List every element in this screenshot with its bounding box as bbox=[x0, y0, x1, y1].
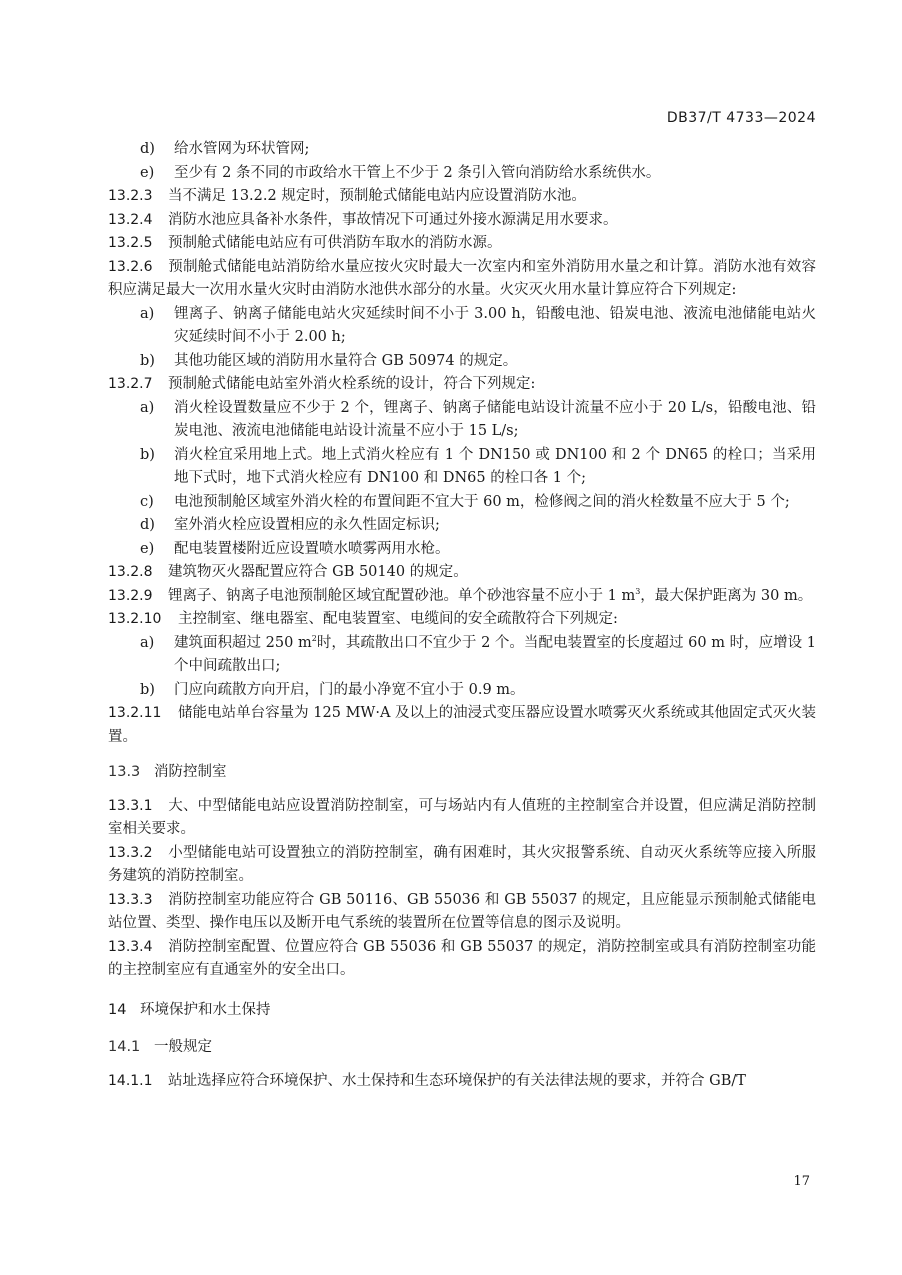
list-marker: e) bbox=[140, 164, 155, 181]
clause-number: 14.1.1 bbox=[108, 1072, 153, 1089]
clause-number: 13.2.9 bbox=[108, 587, 153, 604]
clause-number: 13.3.1 bbox=[108, 797, 153, 814]
list-item bbox=[108, 491, 816, 515]
list-item-text: 给水管网为环状管网; bbox=[174, 141, 310, 157]
clause-13-2-9 bbox=[108, 585, 816, 609]
list-item-text: 配电装置楼附近应设置喷水喷雾两用水枪。 bbox=[174, 540, 450, 557]
clause-number: 13.2.8 bbox=[108, 564, 153, 580]
list-item bbox=[108, 632, 816, 679]
clause-text: 建筑物灭火器配置应符合 GB 50140 的规定。 bbox=[168, 564, 468, 580]
clause-13-2-11 bbox=[108, 702, 816, 749]
list-item-text: 建筑面积超过 250 m bbox=[174, 634, 312, 651]
clause-number: 13.3.2 bbox=[108, 844, 153, 861]
clause-text: 大、中型储能电站应设置消防控制室，可与场站内有人值班的主控制室合并设置，但应满足消防控制室相关要求。 bbox=[108, 797, 816, 837]
clause-text: 储能电站单台容量为 125 MW·A 及以上的油浸式变压器应设置水喷雾灭火系统或其他固定式灭火装置。 bbox=[108, 705, 816, 745]
list-marker: a) bbox=[140, 305, 155, 322]
superscript: 3 bbox=[635, 586, 641, 596]
list-marker: a) bbox=[140, 399, 155, 416]
clause-text: 消防控制室功能应符合 GB 50116、GB 55036 和 GB 55037 的规定，且应能显示预制舱式储能电站位置、类型、操作电压以及断开电气系统的装置所在位置等信息的图示及说明。 bbox=[108, 891, 816, 931]
clause-text: 当不满足 13.2.2 规定时，预制舱式储能电站内应设置消防水池。 bbox=[168, 188, 586, 204]
list-item-text: 其他功能区域的消防用水量符合 GB 50974 的规定。 bbox=[174, 352, 518, 369]
section-title: 一般规定 bbox=[154, 1039, 212, 1055]
list-marker: d) bbox=[140, 141, 155, 157]
clause-text-cont: ，最大保护距离为 30 m。 bbox=[640, 587, 813, 604]
list-marker: b) bbox=[140, 681, 155, 698]
clause-text: 小型储能电站可设置独立的消防控制室，确有困难时，其火灾报警系统、自动灭火系统等应接入所服务建筑的消防控制室。 bbox=[108, 844, 816, 884]
clause-number: 13.3.4 bbox=[108, 938, 153, 955]
clause-text: 站址选择应符合环境保护、水土保持和生态环境保护的有关法律法规的要求，并符合 GB/T bbox=[168, 1072, 746, 1089]
list-item-text: 室外消火栓应设置相应的永久性固定标识; bbox=[174, 517, 440, 533]
chapter-number: 14 bbox=[108, 1001, 127, 1018]
section-title: 消防控制室 bbox=[154, 764, 227, 780]
list-marker: d) bbox=[140, 517, 155, 533]
clause-13-2-8 bbox=[108, 561, 816, 585]
section-number: 14.1 bbox=[108, 1039, 141, 1055]
clause-text: 预制舱式储能电站室外消火栓系统的设计，符合下列规定: bbox=[168, 376, 536, 392]
clause-text: 预制舱式储能电站消防给水量应按火灾时最大一次室内和室外消防用水量之和计算。消防水池有效容积应满足最大一次用水量火灾时由消防水池供水部分的水量。火灾灭火用水量计算应符合下列规定: bbox=[108, 258, 816, 298]
clause-number: 13.2.11 bbox=[108, 705, 162, 721]
list-item-text: 消火栓宜采用地上式。地上式消火栓应有 1 个 DN150 或 DN100 和 2 个 DN65 的栓口；当采用地下式时，地下式消火栓应有 DN100 和 DN65 的栓口各 1 个; bbox=[174, 446, 816, 486]
clause-number: 13.2.10 bbox=[108, 611, 162, 627]
clause-number: 13.2.6 bbox=[108, 258, 153, 275]
clause-13-2-10 bbox=[108, 608, 816, 632]
section-heading-13-3 bbox=[108, 761, 816, 785]
clause-text: 主控制室、继电器室、配电装置室、电缆间的安全疏散符合下列规定: bbox=[178, 611, 618, 627]
list-item bbox=[108, 514, 816, 538]
clause-13-2-7 bbox=[108, 373, 816, 397]
clause-number: 13.3.3 bbox=[108, 891, 153, 908]
document-body bbox=[108, 138, 816, 1093]
clause-text: 锂离子、钠离子电池预制舱区域宜配置砂池。单个砂池容量不应小于 1 m bbox=[168, 587, 636, 604]
clause-13-3-3 bbox=[108, 889, 816, 936]
clause-13-2-3 bbox=[108, 185, 816, 209]
clause-text: 消防水池应具备补水条件，事故情况下可通过外接水源满足用水要求。 bbox=[168, 211, 618, 228]
list-item bbox=[108, 444, 816, 491]
chapter-title: 环境保护和水土保持 bbox=[140, 1001, 271, 1018]
list-item-text: 电池预制舱区域室外消火栓的布置间距不宜大于 60 m，检修阀之间的消火栓数量不应大于 5 个; bbox=[174, 493, 790, 510]
list-item bbox=[108, 397, 816, 444]
list-item bbox=[108, 138, 816, 162]
clause-13-3-1 bbox=[108, 795, 816, 842]
clause-number: 13.2.7 bbox=[108, 376, 153, 392]
list-marker: b) bbox=[140, 446, 155, 463]
clause-13-2-5 bbox=[108, 232, 816, 256]
clause-14-1-1 bbox=[108, 1070, 816, 1094]
list-item-text-cont: 时，其疏散出口不宜少于 2 个。当配电装置室的长度超过 60 m 时，应增设 1 个中间疏散出口; bbox=[174, 634, 816, 674]
clause-13-2-6 bbox=[108, 256, 816, 303]
list-marker: e) bbox=[140, 540, 155, 557]
section-heading-14-1 bbox=[108, 1036, 816, 1060]
clause-text: 预制舱式储能电站应有可供消防车取水的消防水源。 bbox=[168, 235, 502, 251]
list-item-text: 至少有 2 条不同的市政给水干管上不少于 2 条引入管向消防给水系统供水。 bbox=[174, 164, 661, 181]
page-number: 17 bbox=[793, 1174, 810, 1189]
list-marker: a) bbox=[140, 634, 155, 651]
clause-13-3-2 bbox=[108, 842, 816, 889]
list-item bbox=[108, 303, 816, 350]
list-item-text: 锂离子、钠离子储能电站火灾延续时间不小于 3.00 h，铅酸电池、铅炭电池、液流电池储能电站火灾延续时间不小于 2.00 h; bbox=[174, 305, 816, 345]
clause-text: 消防控制室配置、位置应符合 GB 55036 和 GB 55037 的规定，消防控制室或具有消防控制室功能的主控制室应有直通室外的安全出口。 bbox=[108, 938, 816, 978]
superscript: 2 bbox=[311, 633, 317, 643]
clause-number: 13.2.4 bbox=[108, 211, 153, 228]
clause-13-3-4 bbox=[108, 936, 816, 983]
document-code: DB37/T 4733—2024 bbox=[666, 110, 816, 126]
list-item-text: 门应向疏散方向开启，门的最小净宽不宜小于 0.9 m。 bbox=[174, 681, 525, 698]
list-item bbox=[108, 538, 816, 562]
clause-number: 13.2.3 bbox=[108, 188, 153, 204]
list-item-text: 消火栓设置数量应不少于 2 个，锂离子、钠离子储能电站设计流量不应小于 20 L/s，铅酸电池、铅炭电池、液流电池储能电站设计流量不应小于 15 L/s; bbox=[174, 399, 816, 439]
chapter-heading-14 bbox=[108, 999, 816, 1023]
list-marker: c) bbox=[140, 493, 154, 510]
list-item bbox=[108, 350, 816, 374]
clause-13-2-4 bbox=[108, 209, 816, 233]
section-number: 13.3 bbox=[108, 764, 141, 780]
clause-number: 13.2.5 bbox=[108, 235, 153, 251]
list-item bbox=[108, 679, 816, 703]
list-item bbox=[108, 162, 816, 186]
list-marker: b) bbox=[140, 352, 155, 369]
